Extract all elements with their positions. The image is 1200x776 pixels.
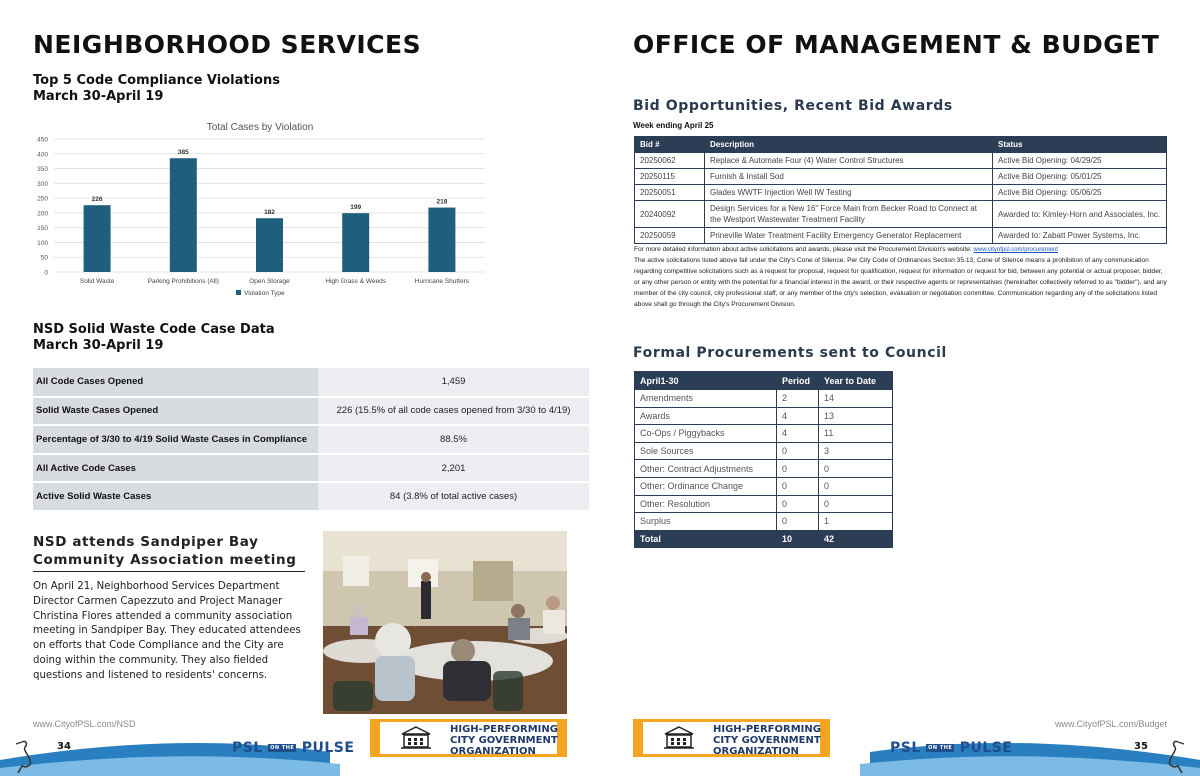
col-header-period: Period	[777, 372, 819, 390]
y-tick-label: 100	[37, 239, 48, 247]
chart-title: Total Cases by Violation	[206, 122, 314, 133]
left-page-heading: NEIGHBORHOOD SERVICES	[33, 30, 422, 59]
footer-waves	[0, 730, 1200, 776]
proc-ytd: 1	[819, 513, 893, 531]
proc-table-header	[635, 372, 893, 390]
bid-desc: Prineville Water Treatment Facility Emergency Generator Replacement	[705, 228, 993, 244]
article-title-line1: NSD attends Sandpiper Bay	[33, 534, 259, 550]
legend-swatch	[236, 290, 241, 295]
bar	[428, 208, 455, 272]
proc-ytd: 13	[819, 407, 893, 425]
pulse-small: ON THE	[270, 745, 295, 751]
hp-line1: HIGH-PERFORMING	[713, 724, 821, 735]
meeting-photo	[323, 531, 567, 714]
proc-ytd: 0	[819, 460, 893, 478]
proc-ytd: 14	[819, 390, 893, 408]
violations-title-line1: Top 5 Code Compliance Violations	[33, 73, 280, 88]
nsd-solid-waste-table	[33, 368, 589, 512]
bar	[170, 158, 197, 272]
left-page-number: 34	[57, 741, 71, 752]
total-row	[635, 530, 893, 548]
proc-name: Other: Ordinance Change	[635, 477, 777, 495]
hp-badge-text	[713, 724, 821, 757]
psl-pulse-logo-right	[890, 740, 1012, 756]
proc-period: 0	[777, 495, 819, 513]
y-tick-label: 250	[37, 195, 48, 203]
proc-name: Other: Contract Adjustments	[635, 460, 777, 478]
x-tick-label: High Grass & Weeds	[325, 278, 386, 285]
nsd-title-line1: NSD Solid Waste Code Case Data	[33, 322, 275, 337]
proc-period: 4	[777, 425, 819, 443]
procurement-title: Formal Procurements sent to Council	[633, 345, 947, 361]
table-row	[33, 454, 589, 483]
bid-desc: Replace & Automate Four (4) Water Control Structures	[705, 153, 993, 169]
data-label: 218	[436, 198, 448, 206]
table-row	[635, 495, 893, 513]
bid-desc: Glades WWTF Injection Well IW Testing	[705, 185, 993, 201]
col-header-period-range: April1-30	[635, 372, 777, 390]
table-row	[33, 482, 589, 511]
col-header-bid-num: Bid #	[635, 137, 705, 153]
row-value: 84 (3.8% of total active cases)	[318, 482, 589, 511]
bid-status: Active Bid Opening: 05/06/25	[993, 185, 1167, 201]
data-label: 226	[91, 196, 103, 204]
proc-name: Surplus	[635, 513, 777, 531]
proc-name: Other: Resolution	[635, 495, 777, 513]
proc-period: 0	[777, 442, 819, 460]
bid-table-header	[635, 137, 1167, 153]
right-page-heading: OFFICE OF MANAGEMENT & BUDGET	[633, 30, 1160, 59]
proc-name: Awards	[635, 407, 777, 425]
table-row	[33, 425, 589, 454]
proc-total-ytd: 42	[819, 530, 893, 548]
y-tick-label: 200	[37, 210, 48, 218]
y-tick-label: 0	[44, 269, 48, 277]
hp-line1: HIGH-PERFORMING	[450, 724, 558, 735]
bid-status: Active Bid Opening: 05/01/25	[993, 169, 1167, 185]
violations-bar-chart	[30, 116, 492, 306]
bid-num: 20240092	[635, 201, 705, 228]
proc-ytd: 0	[819, 495, 893, 513]
proc-total-period: 10	[777, 530, 819, 548]
violations-title-line2: March 30-April 19	[33, 89, 164, 104]
row-value: 226 (15.5% of all code cases opened from 3/30 to 4/19)	[318, 397, 589, 426]
x-tick-label: Solid Waste	[79, 278, 115, 285]
table-row	[635, 513, 893, 531]
table-row	[635, 169, 1167, 185]
data-label: 199	[350, 204, 362, 212]
bid-num: 20250062	[635, 153, 705, 169]
col-header-status: Status	[993, 137, 1167, 153]
nsd-title	[33, 322, 275, 354]
y-tick-label: 450	[37, 136, 48, 144]
proc-period: 2	[777, 390, 819, 408]
proc-ytd: 3	[819, 442, 893, 460]
left-page-url[interactable]: www.CityofPSL.com/NSD	[33, 719, 136, 729]
pulse-end: PULSE	[301, 740, 355, 756]
data-label: 385	[177, 149, 189, 157]
table-row	[635, 201, 1167, 228]
article-title	[33, 533, 305, 572]
proc-total-label: Total	[635, 530, 777, 548]
hp-line2: CITY GOVERNMENT	[713, 735, 821, 746]
data-label: 182	[264, 209, 275, 217]
hp-line2: CITY GOVERNMENT	[450, 735, 558, 746]
bid-num: 20250051	[635, 185, 705, 201]
proc-period: 0	[777, 460, 819, 478]
city-hall-icon	[663, 726, 695, 750]
hp-line3: ORGANIZATION	[713, 746, 799, 757]
table-row	[33, 397, 589, 426]
table-row	[635, 477, 893, 495]
proc-ytd: 0	[819, 477, 893, 495]
row-label: All Active Code Cases	[33, 454, 318, 483]
table-row	[33, 368, 589, 397]
col-header-ytd: Year to Date	[819, 372, 893, 390]
procurement-note-text: For more detailed information about active solicitations and awards, please visit the Procurement Division's website:	[634, 246, 974, 253]
hp-badge-text	[450, 724, 558, 757]
article-body: On April 21, Neighborhood Services Department Director Carmen Capezzuto and Project Manager Christina Flores attended a community association meeting in Sandpiper Bay. They educated attendees on efforts that Code Compliance and the City are doing within the community. They also fielded questions and listened to residents' concerns.	[33, 581, 301, 681]
procurement-table	[634, 371, 893, 548]
bid-desc: Furnish & Install Sod	[705, 169, 993, 185]
table-row	[635, 460, 893, 478]
proc-period: 4	[777, 407, 819, 425]
row-label: Solid Waste Cases Opened	[33, 397, 318, 426]
hp-badge-inner	[380, 722, 558, 757]
bid-num: 20250115	[635, 169, 705, 185]
table-row	[635, 407, 893, 425]
y-tick-label: 300	[37, 180, 48, 188]
pulse-main: PSL	[890, 740, 921, 756]
y-tick-label: 150	[37, 225, 48, 233]
x-tick-label: Parking Prohibitions (All)	[147, 278, 219, 285]
right-page-url[interactable]: www.CityofPSL.com/Budget	[1054, 719, 1167, 729]
y-tick-label: 50	[40, 254, 48, 262]
psl-pulse-logo-left	[232, 740, 354, 756]
heron-icon	[1160, 738, 1186, 774]
bid-desc: Design Services for a New 16" Force Main from Becker Road to Connect at the Westport Wastewater Treatment Facility	[705, 201, 993, 228]
pulse-main: PSL	[232, 740, 263, 756]
article-title-line2: Community Association meeting	[33, 552, 297, 568]
y-tick-label: 350	[37, 166, 48, 174]
x-tick-label: Hurricane Shutters	[414, 278, 470, 285]
table-row	[635, 390, 893, 408]
city-hall-icon	[400, 726, 432, 750]
procurement-link[interactable]: www.cityofpsl.com/procurement	[973, 247, 1058, 253]
bid-status: Active Bid Opening: 04/29/25	[993, 153, 1167, 169]
bar	[342, 213, 369, 272]
row-label: Percentage of 3/30 to 4/19 Solid Waste Cases in Compliance	[33, 425, 318, 454]
bid-title: Bid Opportunities, Recent Bid Awards	[633, 98, 953, 114]
week-label: Week ending April 25	[633, 121, 714, 130]
row-label: Active Solid Waste Cases	[33, 482, 318, 511]
right-page-number: 35	[1134, 741, 1148, 752]
proc-name: Co-Ops / Piggybacks	[635, 425, 777, 443]
hp-badge-inner	[643, 722, 821, 757]
bid-status: Awarded to: Kimley-Horn and Associates, Inc.	[993, 201, 1167, 228]
table-row	[635, 228, 1167, 244]
x-tick-label: Open Storage	[249, 278, 290, 285]
table-row	[635, 442, 893, 460]
bid-num: 20250059	[635, 228, 705, 244]
hp-line3: ORGANIZATION	[450, 746, 536, 757]
proc-period: 0	[777, 477, 819, 495]
bar	[84, 205, 111, 272]
hp-badge-left	[370, 719, 567, 757]
row-value: 88.5%	[318, 425, 589, 454]
cone-of-silence-text: The active solicitations listed above fall under the City's Cone of Silence. Per City Code of Ordinances Section 35.13, Cone of Silence means a prohibition of any communication regarding competitive solicitations such as a request for proposal, request for qualification, request for information or request for bid, between any potential or actual proposer, bidder, or any other person or entity with the potential for a financial interest in the award, or their respective agents or representatives (hereinafter collectively referred to as "bidder"), and any member of the city council, city professional staff, or any member of the city's selection, evaluation or negotiation committee. Communication regarding any of the solicitations listed above shall go through the City's Procurement Division.	[634, 257, 1167, 308]
pulse-end: PULSE	[959, 740, 1013, 756]
proc-name: Amendments	[635, 390, 777, 408]
row-value: 1,459	[318, 368, 589, 397]
hp-badge-right	[633, 719, 830, 757]
bid-table	[634, 136, 1167, 244]
pulse-small: ON THE	[928, 745, 953, 751]
bid-status: Awarded to: Zabatt Power Systems, Inc.	[993, 228, 1167, 244]
heron-icon	[14, 738, 40, 774]
table-row	[635, 425, 893, 443]
nsd-title-line2: March 30-April 19	[33, 338, 164, 353]
proc-name: Sole Sources	[635, 442, 777, 460]
bar	[256, 218, 283, 272]
row-label: All Code Cases Opened	[33, 368, 318, 397]
proc-ytd: 11	[819, 425, 893, 443]
violations-title	[33, 73, 280, 105]
table-row	[635, 185, 1167, 201]
table-row	[635, 153, 1167, 169]
proc-period: 0	[777, 513, 819, 531]
row-value: 2,201	[318, 454, 589, 483]
col-header-description: Description	[705, 137, 993, 153]
legend-label: Violation Type	[244, 290, 285, 297]
y-tick-label: 400	[37, 151, 48, 159]
